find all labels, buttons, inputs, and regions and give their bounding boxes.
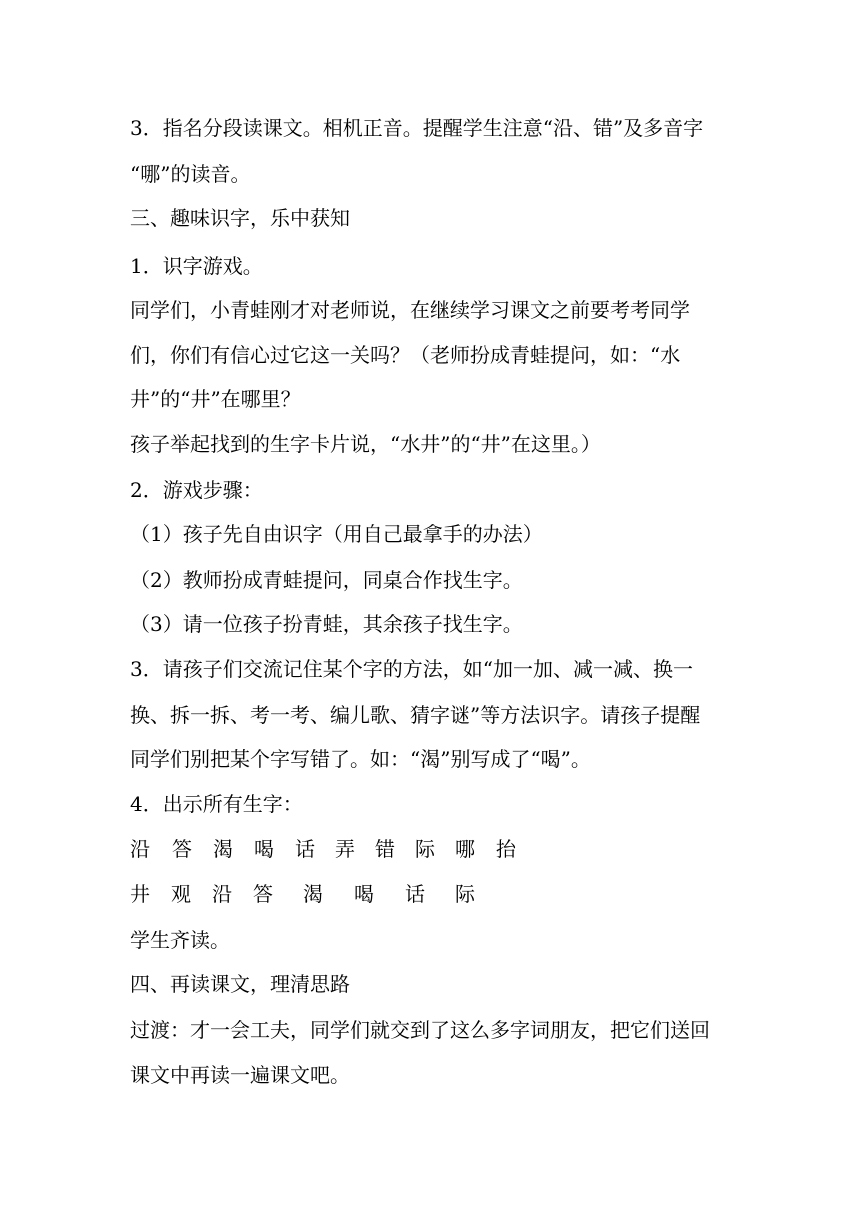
game-step-3: （3）请一位孩子扮青蛙，其余孩子找生字。 xyxy=(130,612,523,636)
paragraph-response: 孩子举起找到的生字卡片说，“水井”的“井”在这里。） xyxy=(130,432,601,456)
character: 际 xyxy=(415,837,435,861)
step-3-reading: 3．指名分段读课文。相机正音。提醒学生注意“沿、错”及多音字 xyxy=(130,116,704,140)
character: 话 xyxy=(295,837,315,861)
transition-paragraph-cont: 课文中再读一遍课文吧。 xyxy=(130,1063,350,1087)
step-3-methods-cont2: 同学们别把某个字写错了。如：“渴”别写成了“喝”。 xyxy=(130,747,591,771)
transition-paragraph: 过渡：才一会工夫，同学们就交到了这么多字词朋友，把它们送回 xyxy=(130,1018,710,1042)
step-3-methods-cont: 换、拆一拆、考一考、编儿歌、猜字谜”等方法识字。请孩子提醒 xyxy=(130,703,701,727)
character: 井 xyxy=(130,882,150,906)
paragraph-intro-cont: 们，你们有信心过它这一关吗？（老师扮成青蛙提问，如：“水 xyxy=(130,343,681,367)
section-heading-3: 三、趣味识字，乐中获知 xyxy=(130,206,350,230)
step-3-reading-cont: “哪”的读音。 xyxy=(130,162,251,186)
step-1-game: 1．识字游戏。 xyxy=(130,254,263,278)
character: 哪 xyxy=(455,837,475,861)
character: 错 xyxy=(375,837,395,861)
character: 喝 xyxy=(354,882,374,906)
character: 渴 xyxy=(303,882,323,906)
step-4-show-chars: 4．出示所有生字： xyxy=(130,792,303,816)
game-step-2: （2）教师扮成青蛙提问，同桌合作找生字。 xyxy=(130,568,523,592)
character: 答 xyxy=(253,882,273,906)
character-row-1 xyxy=(130,837,550,861)
paragraph-intro: 同学们，小青蛙刚才对老师说，在继续学习课文之前要考考同学 xyxy=(130,298,690,322)
character: 话 xyxy=(405,882,425,906)
character: 渴 xyxy=(213,837,233,861)
character: 沿 xyxy=(130,837,150,861)
section-heading-4: 四、再读课文，理清思路 xyxy=(130,972,350,996)
step-2-game-steps: 2．游戏步骤： xyxy=(130,478,263,502)
character: 观 xyxy=(171,882,191,906)
character-row-2 xyxy=(130,882,510,906)
character: 答 xyxy=(172,837,192,861)
paragraph-intro-cont2: 井”的“井”在哪里？ xyxy=(130,387,301,411)
character: 沿 xyxy=(212,882,232,906)
step-3-methods: 3．请孩子们交流记住某个字的方法，如“加一加、减一减、换一 xyxy=(130,657,693,681)
character: 弄 xyxy=(335,837,355,861)
students-read: 学生齐读。 xyxy=(130,928,230,952)
character: 喝 xyxy=(254,837,274,861)
character: 抬 xyxy=(496,837,516,861)
game-step-1: （1）孩子先自由识字（用自己最拿手的办法） xyxy=(130,522,543,546)
character: 际 xyxy=(455,882,475,906)
